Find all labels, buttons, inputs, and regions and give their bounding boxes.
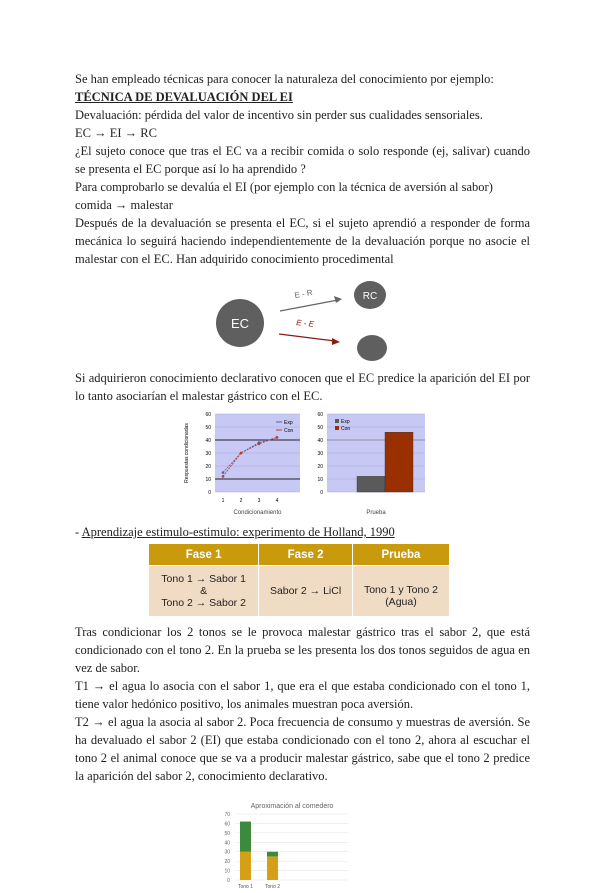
header-fase2: Fase 2: [259, 544, 353, 566]
y-tick-label: 60: [205, 412, 211, 418]
line: (Agua): [385, 596, 417, 608]
bar-segment: [240, 822, 251, 852]
y-axis-label: Respuestas condicionadas: [184, 423, 190, 483]
paragraph: Tras condicionar los 2 tonos se le provoca malestar gástrico tras el sabor 2, que está condicionado con el tono 2. En la prueba se les presenta los dos tonos seguidos de agua en vez de sabor.: [75, 625, 530, 675]
y-tick-label: 30: [317, 451, 323, 457]
er-label: E - R: [293, 287, 314, 300]
y-tick-label: 60: [317, 412, 323, 418]
line: Tono 2 → Sabor 2: [161, 597, 246, 609]
x-tick-label: 1: [221, 498, 225, 504]
bar-segment: [240, 852, 251, 880]
paragraph: EC → EI → RC: [75, 126, 157, 140]
paragraph: Si adquirieron conocimiento declarativo conocen que el EC predice la aparición del EI por lo tanto asociarían el malestar gástrico con el EC.: [75, 371, 530, 403]
paragraph: Para comprobarlo se devalúa el EI (por ejemplo con la técnica de aversión al sabor): [75, 180, 493, 194]
y-tick-label: 0: [227, 878, 230, 884]
paragraph: Después de la devaluación se presenta el EC, si el sujeto aprendió a responder de forma mecánica lo seguirá haciendo independientemente de la devaluación porque no asocie el malestar con el EC. Han adquirido conocimiento procedimental: [75, 216, 530, 266]
section-heading: TÉCNICA DE DEVALUACIÓN DEL EI: [75, 90, 293, 104]
data-point: [222, 475, 225, 478]
legend-label: Exp: [341, 419, 350, 425]
y-tick-label: 40: [317, 438, 323, 444]
data-point: [240, 452, 243, 455]
paragraph: T1 → el agua lo asocia con el sabor 1, que era el que estaba condicionado con el tono 1, tiene valor hedónico positivo, los animales muestran poca aversión.: [75, 679, 530, 711]
er-arrow: [280, 300, 338, 311]
cell-prueba: [352, 566, 449, 617]
line: Tono 1 → Sabor 1: [161, 573, 246, 585]
y-tick-label: 10: [205, 477, 211, 483]
paragraph: Devaluación: pérdida del valor de incentivo sin perder sus cualidades sensoriales.: [75, 108, 483, 122]
line: &: [200, 585, 208, 597]
y-tick-label: 10: [224, 868, 230, 875]
header-fase1: Fase 1: [149, 544, 259, 566]
y-tick-label: 10: [317, 477, 323, 483]
er-arrowhead: [334, 296, 342, 303]
x-axis-label: Condicionamiento: [233, 510, 282, 516]
bar-segment: [267, 852, 278, 857]
intro-section: [75, 70, 530, 268]
line-chart: [180, 409, 305, 519]
line: Tono 1 y Tono 2: [363, 584, 438, 596]
ee-label: E - E: [295, 318, 315, 329]
y-tick-label: 40: [205, 438, 211, 444]
x-tick-label: 4: [275, 498, 279, 504]
bar-chart: [305, 409, 430, 519]
paragraph: T2 → el agua la asocia al sabor 2. Poca frecuencia de consumo y muestras de aversión. Se ha devaluado el sabor 2 (EI) que estaba condicionado con el tono 2, ahora al escuchar el tono 2 el animal conoce que se va a producir malestar gástrico, sabe que el tono 2 predice la aparición del sabor 2, conocimiento declarativo.: [75, 715, 530, 783]
x-tick-label: 3: [257, 498, 261, 504]
charts-row: [180, 409, 600, 519]
bar-Exp: [357, 476, 385, 492]
bar-segment: [267, 856, 278, 880]
ee-arrowhead: [332, 338, 340, 345]
legend-label: Exp: [284, 420, 293, 426]
y-tick-label: 50: [317, 425, 323, 431]
y-tick-label: 70: [224, 812, 230, 818]
legend-swatch: [335, 419, 339, 423]
data-point: [258, 443, 261, 446]
x-tick-label: Tono 2: [264, 884, 281, 890]
legend-swatch: [335, 426, 339, 430]
y-tick-label: 20: [224, 859, 230, 866]
y-tick-label: 0: [320, 490, 323, 496]
rc-label: RC: [362, 291, 378, 302]
ec-label: EC: [230, 316, 250, 331]
header-prueba: Prueba: [352, 544, 449, 566]
data-point: [222, 471, 225, 474]
x-tick-label: 2: [239, 498, 243, 504]
x-axis-label: Prueba: [366, 510, 386, 516]
ei-node: [357, 335, 387, 361]
holland-table: [148, 543, 450, 617]
y-tick-label: 60: [224, 821, 230, 828]
cell-fase2: Sabor 2 → LiCl: [259, 566, 353, 617]
cell-fase1: [149, 566, 259, 617]
paragraph: comida → malestar: [75, 198, 173, 212]
x-tick-label: Tono 1: [237, 884, 254, 890]
y-tick-label: 30: [205, 451, 211, 457]
holland-title: Aprendizaje estimulo-estimulo: experimento de Holland, 1990: [81, 525, 395, 539]
paragraph: Se han empleado técnicas para conocer la naturaleza del conocimiento por ejemplo:: [75, 72, 494, 86]
y-tick-label: 50: [205, 425, 211, 431]
y-tick-label: 20: [317, 464, 323, 470]
legend-label: Con: [284, 428, 294, 434]
ee-arrow: [279, 334, 335, 341]
data-point: [276, 436, 279, 439]
legend-label: Con: [341, 426, 351, 432]
chart-title: Aproximación al comedero: [250, 803, 334, 810]
association-diagram: [200, 278, 420, 363]
holland-heading: [75, 523, 530, 541]
stacked-bar-chart: [212, 799, 372, 893]
paragraph: ¿El sujeto conoce que tras el EC va a recibir comida o solo responde (ej, salivar) cuando se presenta el EC porque así lo ha aprendido ?: [75, 144, 530, 176]
y-tick-label: 0: [208, 490, 211, 496]
bar-Con: [385, 432, 413, 492]
y-tick-label: 30: [224, 849, 230, 856]
holland-section: [75, 623, 530, 785]
dash: -: [75, 525, 82, 539]
y-tick-label: 50: [224, 830, 230, 837]
y-tick-label: 20: [205, 464, 211, 470]
y-tick-label: 40: [224, 840, 230, 847]
